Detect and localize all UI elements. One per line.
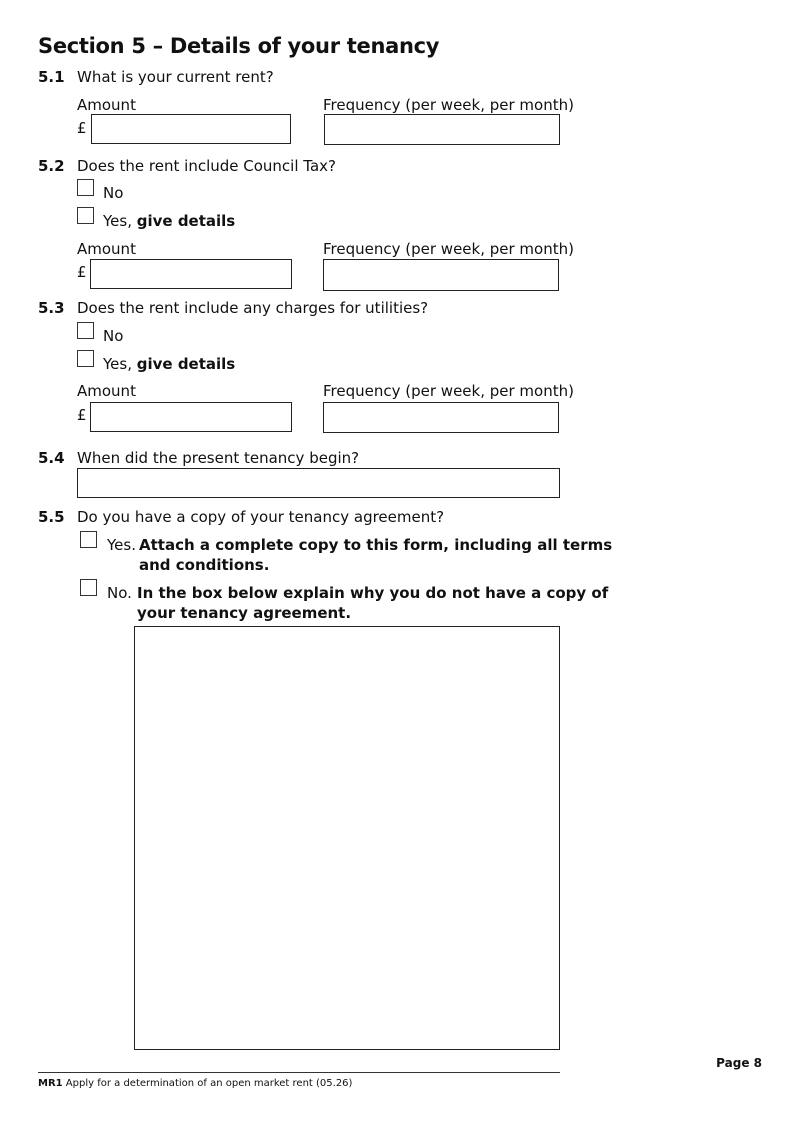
question-text-5-4: When did the present tenancy begin?: [77, 449, 360, 467]
question-text-5-5: Do you have a copy of your tenancy agreement?: [77, 508, 445, 526]
form-code: MR1: [38, 1078, 63, 1089]
frequency-field-5-3[interactable]: [323, 402, 559, 433]
currency-symbol-5-1: £: [77, 119, 87, 137]
option-label-5-2-yes: Yes, give details: [103, 212, 236, 230]
frequency-field-5-1[interactable]: [324, 114, 560, 145]
currency-symbol-5-3: £: [77, 406, 87, 424]
frequency-label-5-3: Frequency (per week, per month): [323, 382, 574, 400]
explanation-textbox[interactable]: [134, 626, 560, 1050]
question-number-5-2: 5.2: [38, 157, 65, 175]
footer-divider: [38, 1072, 560, 1073]
form-title: Apply for a determination of an open market rent (05.26): [65, 1078, 353, 1089]
question-text-5-3: Does the rent include any charges for utilities?: [77, 299, 429, 317]
checkbox-5-5-yes[interactable]: [80, 531, 97, 548]
section-title: Section 5 – Details of your tenancy: [38, 34, 440, 58]
checkbox-5-2-no[interactable]: [77, 179, 94, 196]
question-number-5-3: 5.3: [38, 299, 65, 317]
amount-label-5-1: Amount: [77, 96, 136, 114]
checkbox-5-5-no[interactable]: [80, 579, 97, 596]
question-number-5-5: 5.5: [38, 508, 65, 526]
option-instruction-5-5-yes-line2: and conditions.: [139, 556, 270, 574]
amount-field-5-1[interactable]: [91, 114, 291, 144]
currency-symbol-5-2: £: [77, 263, 87, 281]
option-instruction-5-5-no-line1: In the box below explain why you do not have a copy of: [137, 584, 609, 602]
option-label-5-3-no: No: [103, 327, 124, 345]
frequency-label-5-1: Frequency (per week, per month): [323, 96, 574, 114]
option-label-5-5-yes: Yes.: [107, 536, 136, 554]
option-label-5-2-no: No: [103, 184, 124, 202]
question-text-5-1: What is your current rent?: [77, 68, 274, 86]
amount-field-5-2[interactable]: [90, 259, 292, 289]
option-instruction-5-5-no-line2: your tenancy agreement.: [137, 604, 352, 622]
amount-field-5-3[interactable]: [90, 402, 292, 432]
question-text-5-2: Does the rent include Council Tax?: [77, 157, 336, 175]
page-number: Page 8: [716, 1056, 762, 1070]
option-instruction-5-5-yes-line1: Attach a complete copy to this form, including all terms: [139, 536, 613, 554]
checkbox-5-3-no[interactable]: [77, 322, 94, 339]
question-number-5-1: 5.1: [38, 68, 65, 86]
frequency-label-5-2: Frequency (per week, per month): [323, 240, 574, 258]
question-number-5-4: 5.4: [38, 449, 65, 467]
frequency-field-5-2[interactable]: [323, 259, 559, 291]
footer-text: [38, 1078, 352, 1089]
checkbox-5-2-yes[interactable]: [77, 207, 94, 224]
option-label-5-5-no: No.: [107, 584, 132, 602]
checkbox-5-3-yes[interactable]: [77, 350, 94, 367]
amount-label-5-3: Amount: [77, 382, 136, 400]
amount-label-5-2: Amount: [77, 240, 136, 258]
option-label-5-3-yes: Yes, give details: [103, 355, 236, 373]
tenancy-start-field[interactable]: [77, 468, 560, 498]
